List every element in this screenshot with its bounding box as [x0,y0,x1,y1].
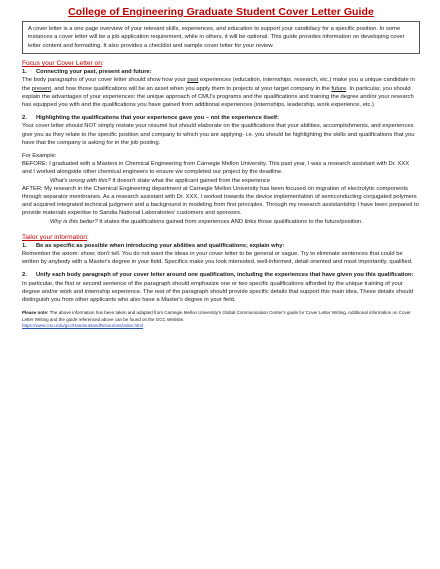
focus-item2-title-text: Highlighting the qualifications that your experience gave you – not the experience itself: [36,115,279,122]
focus-item1-title [22,68,420,76]
better-answer: It states the qualifications gained from experiences AND links those qualifications to the future/position. [97,218,363,225]
note-label: Please note: [22,310,49,316]
page-title: College of Engineering Graduate Student Cover Letter Guide [68,6,374,18]
tailor-item2-title-text: Unify each body paragraph of your cover letter around one qualification, including the experiences that have given you this qualification: [36,272,414,279]
focus-item1-body-b: experiences (education, internships, research, etc.) make you a unique candidate in the [22,77,415,92]
focus-item1-past: past [187,77,199,84]
example-before [22,160,420,176]
footnote [22,310,420,329]
after-label: AFTER: [22,185,43,192]
tailor-item2-title [22,271,420,279]
intro-box: A cover letter is a one page overview of your relevant skills, experiences, and education to support your candidacy for a specific position. In some instances a cover letter will be a job application requirement, while in others, it will be optional. This guide provides information on developing cover letter content and formatting. It also provides a checklist and sample cover letter for your review. [22,21,420,54]
focus-heading-text: Focus your Cover Letter on [22,60,102,68]
wrong-answer: It doesn't state what the applicant gained from the experience [110,177,271,184]
focus-item1-body-a: The body paragraphs of your cover letter should show how your [22,77,188,84]
wrong-question: What's wrong with this? [50,177,111,184]
after-text: My research in the Chemical Engineering department at Carnegie Mellon University has been focused on migration of electrolytic components through separator membranes. As a research assistant with Dr. XXX, I worked towards the device implementation of semiconducting conjugated polymers and acquired integrated technical judgment and a background in modeling from first principles. Through my research assistantship I have been prepared to provide materials expertise to Sandia National Laboratories' customers and sponsors. [22,185,419,217]
tailor-item1-body: Remember the axiom: show; don't tell. You do not want the ideas in your cover letter to be general or vague. Try to eliminate sentences that could be written by anybody with a Master's degree in your field. Specifics make you look interested, well-informed, detail oriented and most importantly, qualified. [22,251,413,266]
tailor-item1-num: 1. [22,242,27,249]
gcc-link[interactable]: https://www.cmu.edu/gcc/HandoutsandResources/index.html [22,323,144,329]
focus-heading [22,60,420,67]
focus-item1-num: 1. [22,69,27,76]
focus-item1-present: present [31,85,52,92]
focus-item2-num: 2. [22,115,27,122]
example-wrong [22,177,420,185]
tailor-heading [22,234,420,241]
note-text: The above information has been taken and adapted from Carnegie Mellon University's Global Communication Center's guide for Cover Letter Writing. Additional information on Cover Letter Writing and the guide referenced above can be found on the GCC Website. [22,310,411,322]
tailor-item1-title-text: Be as specific as possible when introducing your abilities and qualifications; explain why: [36,242,285,249]
tailor-heading-text: Tailor your information [22,233,87,241]
focus-item1-body-c: , and how those qualifications will be an asset when you apply them to projects at your target company in the [51,85,332,92]
tailor-heading-colon: : [86,233,89,241]
example-label: For Example: [22,153,57,160]
example-better [22,218,420,226]
before-text: I graduated with a Masters in Chemical Engineering from Carnegie Mellon University. This past year, I was a research assistant with Dr. XXX and I worked alongside other chemical engineers to ensure we completed our project by the deadline. [22,161,410,176]
tailor-item2-num: 2. [22,272,27,279]
tailor-item1-title [22,242,420,250]
focus-item1-body [22,76,420,109]
better-question: Why is this better? [50,218,98,225]
focus-heading-colon: : [101,60,104,68]
focus-item1-future: future [331,85,347,92]
focus-item1-title-text: Connecting your past, present and future: [36,69,152,76]
focus-item1-body-d: . In particular, you should explain the advantages of your experiences: the unique approach of CMU's programs and the qualifications and training the degree and/or your research has equipped you with and the qualifications you have gained from additional experiences (internships, leadership, work experience, etc.) [22,85,414,109]
tailor-item2-body: In particular, the first or second sentence of the paragraph should emphasize one or two specific qualifications afforded by the unique training of your degree and/or work and internship experience. The rest of the paragraph should provide specific details that support this main idea. These details should distinguish you from other applicants who also have a Master's degree in your field. [22,280,413,304]
focus-item2-body: Your cover letter should NOT simply restate your résumé but should elaborate on the qualifications that your abilities, accomplishments, and experiences give you as they relate to the specific position and company to which you are applying- i.e. you should be highlighting the skills and qualifications that you have that the company is asking for in the job posting. [22,123,415,146]
before-label: BEFORE: [22,161,48,168]
focus-item2-title [22,114,420,122]
document-page [22,6,420,330]
example-after [22,185,420,218]
